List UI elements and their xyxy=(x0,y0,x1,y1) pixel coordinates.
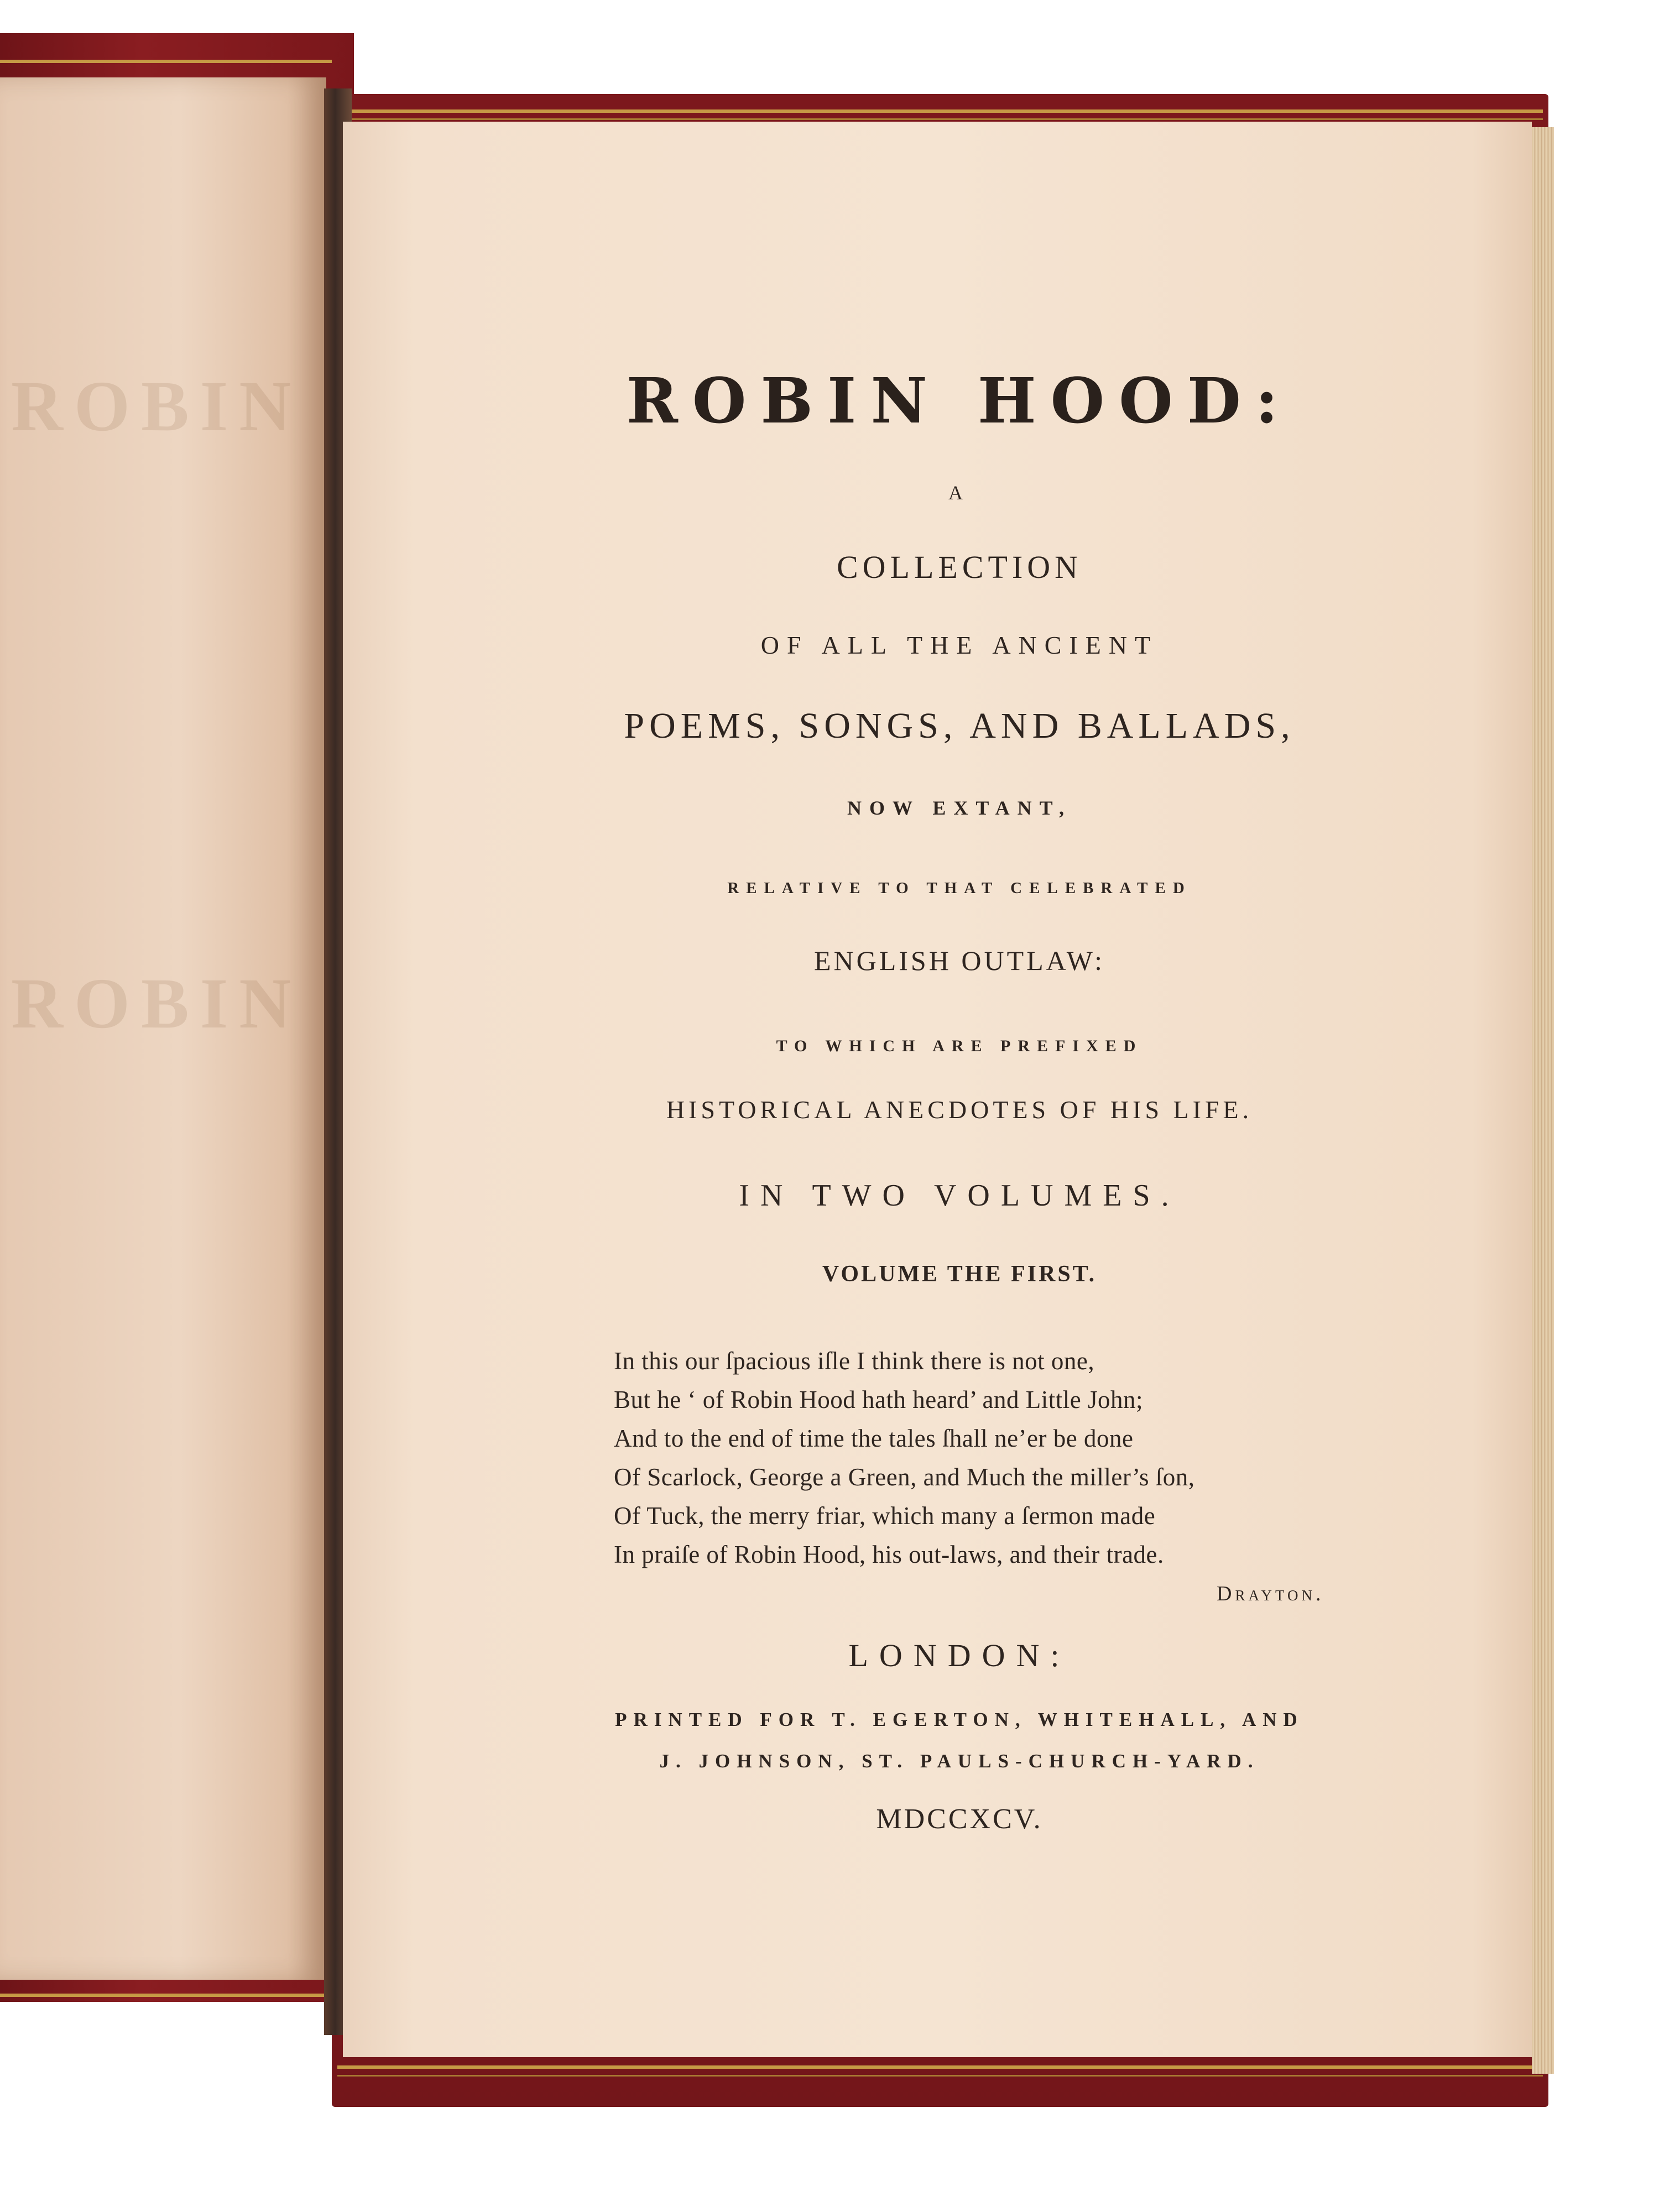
epigraph-line: Of Tuck, the merry friar, which many a ſermon made xyxy=(614,1502,1156,1530)
left-page xyxy=(0,77,326,1980)
title-volume-first: VOLUME THE FIRST. xyxy=(822,1261,1097,1287)
title-of-all: OF ALL THE ANCIENT xyxy=(760,631,1159,659)
title-poems: POEMS, SONGS, AND BALLADS, xyxy=(624,706,1295,746)
gilt-rule-top xyxy=(337,109,1543,113)
epigraph-line: And to the end of time the tales ſhall ne’er be done xyxy=(614,1425,1134,1452)
main-title: ROBIN HOOD: xyxy=(626,365,1293,437)
epigraph-line: In praiſe of Robin Hood, his out-laws, and their trade. xyxy=(614,1541,1164,1568)
title-now-extant: NOW EXTANT, xyxy=(847,797,1072,819)
epigraph-line: But he ‘ of Robin Hood hath heard’ and Little John; xyxy=(614,1386,1143,1413)
epigraph-attribution: Drayton. xyxy=(1217,1582,1324,1605)
gilt-rule-bottom-inner xyxy=(337,2075,1543,2077)
title-outlaw: ENGLISH OUTLAW: xyxy=(813,945,1105,976)
imprint-line-1: PRINTED FOR T. EGERTON, WHITEHALL, AND xyxy=(615,1709,1304,1730)
gilt-rule-left-bottom xyxy=(0,1994,332,1997)
title-collection: COLLECTION xyxy=(836,549,1083,585)
title-volumes: IN TWO VOLUMES. xyxy=(739,1178,1180,1213)
left-page-show-through-top: ROBIN xyxy=(11,367,302,446)
title-relative: RELATIVE TO THAT CELEBRATED xyxy=(727,879,1192,897)
gilt-rule-top-inner xyxy=(337,118,1543,120)
gilt-rule-left-top xyxy=(0,60,332,63)
title-anecdotes: HISTORICAL ANECDOTES OF HIS LIFE. xyxy=(666,1095,1253,1124)
epigraph-line: Of Scarlock, George a Green, and Much the miller’s ſon, xyxy=(614,1463,1195,1491)
imprint-date: MDCCXCV. xyxy=(876,1803,1043,1835)
imprint-city: LONDON: xyxy=(848,1637,1071,1673)
title-line-a: A xyxy=(948,482,971,504)
epigraph-line: In this our ſpacious iſle I think there is not one, xyxy=(614,1347,1095,1375)
title-prefixed: TO WHICH ARE PREFIXED xyxy=(776,1037,1143,1055)
page-edges xyxy=(1532,127,1554,2074)
gilt-rule-bottom xyxy=(337,2065,1543,2069)
left-page-show-through-middle: ROBIN xyxy=(11,964,302,1044)
imprint-line-2: J. JOHNSON, ST. PAULS-CHURCH-YARD. xyxy=(659,1750,1260,1772)
